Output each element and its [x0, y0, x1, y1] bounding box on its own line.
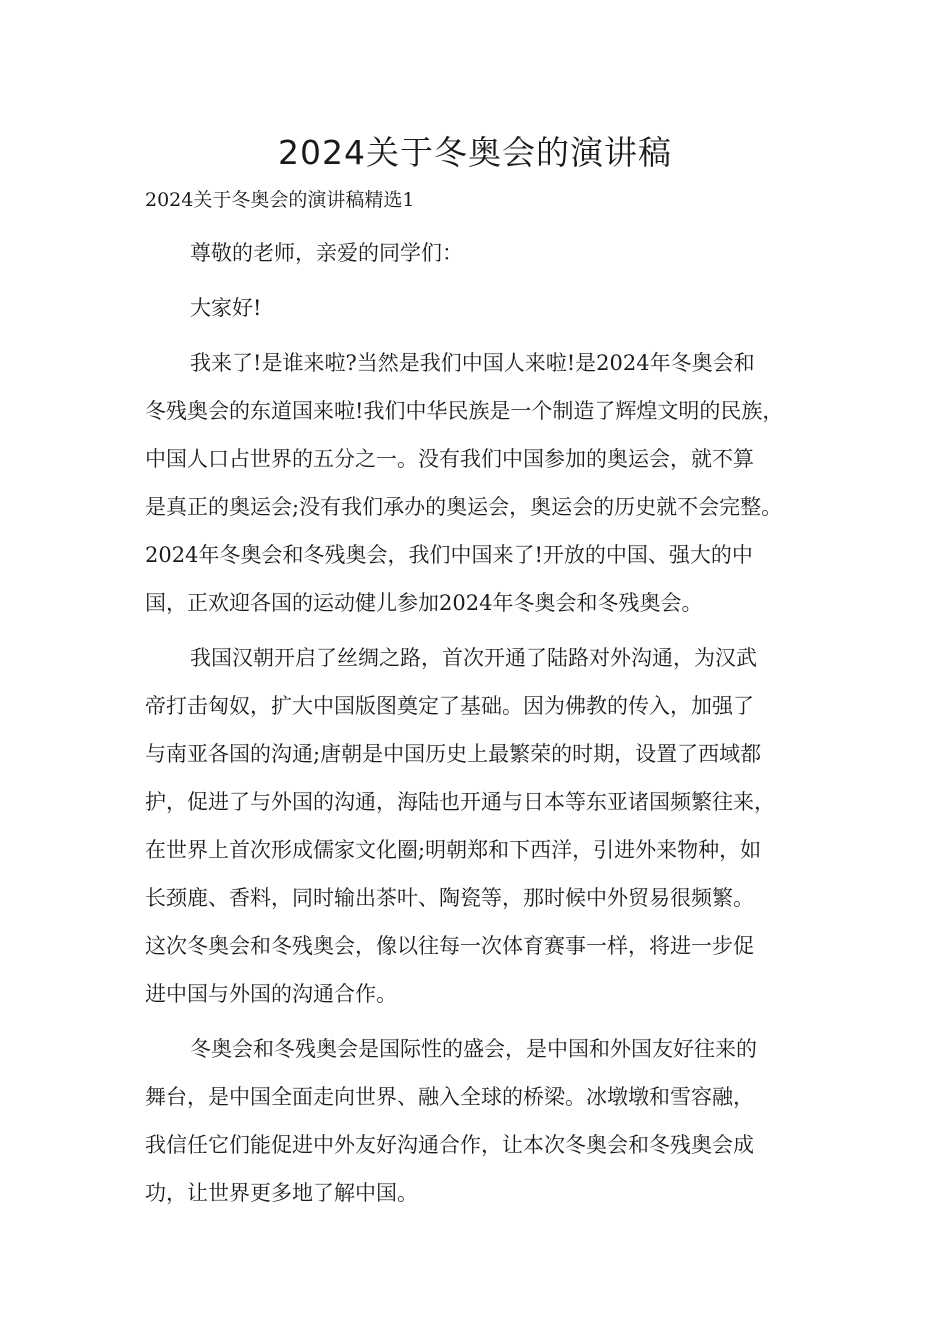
- document-title: 2024关于冬奥会的演讲稿: [278, 133, 672, 172]
- paragraph-3: [145, 1025, 825, 1217]
- paragraph-1-line: 2024年冬奥会和冬残奥会，我们中国来了!开放的中国、强大的中: [145, 543, 753, 567]
- paragraph-1-line: 我来了!是谁来啦?当然是我们中国人来啦!是2024年冬奥会和: [190, 351, 755, 375]
- greeting-line: 尊敬的老师，亲爱的同学们：: [190, 241, 463, 265]
- paragraph-1-line: 是真正的奥运会;没有我们承办的奥运会，奥运会的历史就不会完整。: [145, 495, 783, 519]
- paragraph-2-line: 长颈鹿、香料，同时输出茶叶、陶瓷等，那时候中外贸易很频繁。: [145, 886, 754, 910]
- paragraph-2: [145, 634, 825, 1018]
- paragraph-1-line: 中国人口占世界的五分之一。没有我们中国参加的奥运会，就不算: [145, 447, 754, 471]
- paragraph-3-line: 功，让世界更多地了解中国。: [145, 1181, 418, 1205]
- paragraph-3-line: 我信任它们能促进中外友好沟通合作，让本次冬奥会和冬残奥会成: [145, 1133, 754, 1157]
- speech-body: [145, 229, 825, 1217]
- paragraph-2-line: 我国汉朝开启了丝绸之路，首次开通了陆路对外沟通，为汉武: [190, 646, 757, 670]
- paragraph-2-line: 这次冬奥会和冬残奥会，像以往每一次体育赛事一样，将进一步促: [145, 934, 754, 958]
- paragraph-2-line: 进中国与外国的沟通合作。: [145, 982, 397, 1006]
- paragraph-1: [145, 339, 825, 627]
- paragraph-1-line: 国，正欢迎各国的运动健儿参加2024年冬奥会和冬残奥会。: [145, 591, 703, 615]
- document-subtitle: 2024关于冬奥会的演讲稿精选1: [145, 189, 415, 211]
- paragraph-1-line: 冬残奥会的东道国来啦!我们中华民族是一个制造了辉煌文明的民族，: [145, 399, 784, 423]
- paragraph-2-line: 与南亚各国的沟通;唐朝是中国历史上最繁荣的时期，设置了西域都: [145, 742, 762, 766]
- paragraph-3-line: 舞台，是中国全面走向世界、融入全球的桥梁。冰墩墩和雪容融，: [145, 1085, 754, 1109]
- paragraph-2-line: 在世界上首次形成儒家文化圈;明朝郑和下西洋，引进外来物种，如: [145, 838, 762, 862]
- paragraph-2-line: 帝打击匈奴，扩大中国版图奠定了基础。因为佛教的传入，加强了: [145, 694, 754, 718]
- paragraph-3-line: 冬奥会和冬残奥会是国际性的盛会，是中国和外国友好往来的: [190, 1037, 757, 1061]
- hello-line: 大家好!: [190, 296, 262, 320]
- paragraph-2-line: 护，促进了与外国的沟通，海陆也开通与日本等东亚诸国频繁往来，: [145, 790, 775, 814]
